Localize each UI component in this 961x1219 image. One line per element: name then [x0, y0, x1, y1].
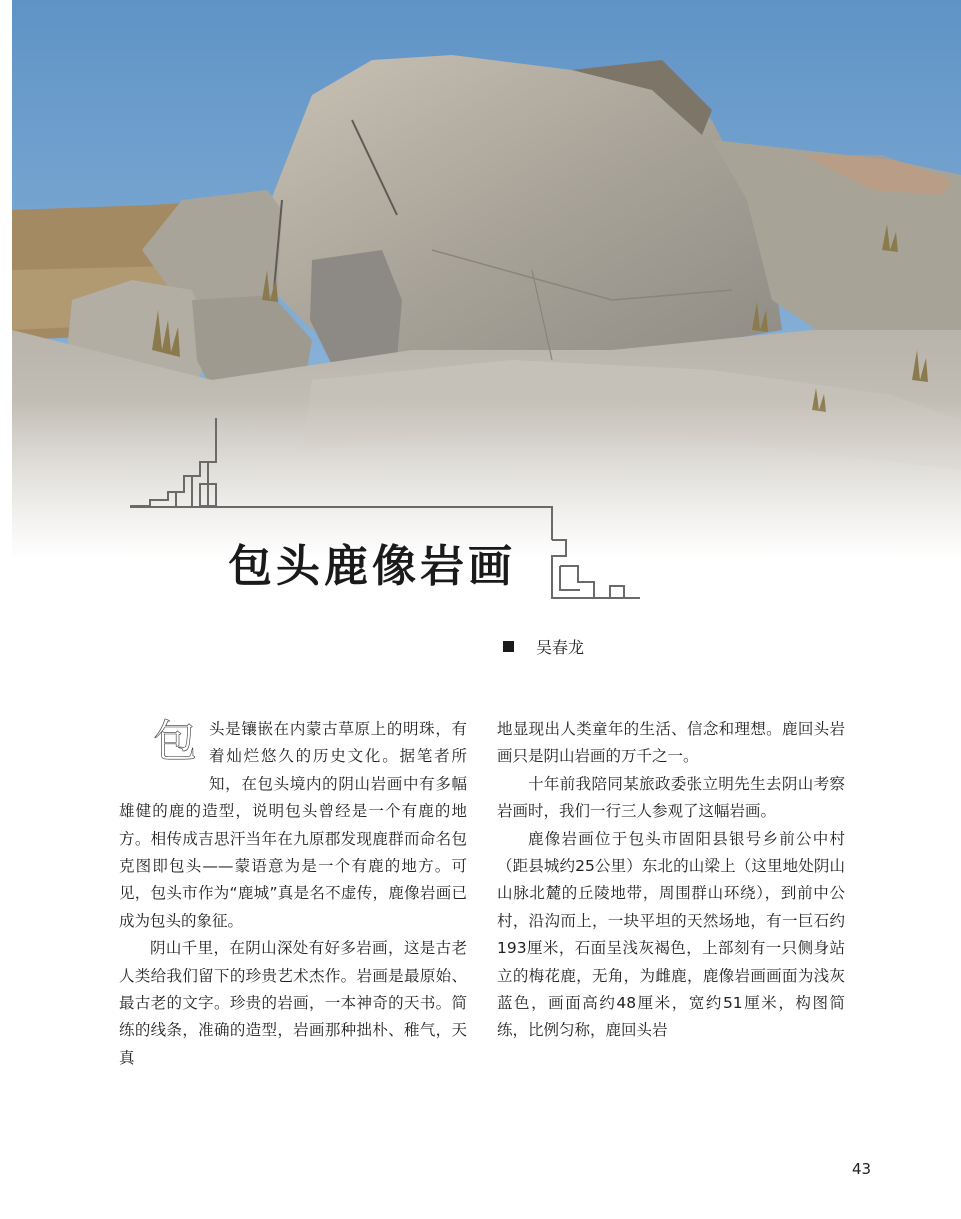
paragraph: 阴山千里，在阴山深处有好多岩画，这是古老人类给我们留下的珍贵艺术杰作。岩画是最原始、最古老的文字。珍贵的岩画，一本神奇的天书。简练的线条，准确的造型，岩画那种拙朴、稚气，天真 — [119, 939, 467, 1067]
paragraph: 十年前我陪同某旅政委张立明先生去阴山考察岩画时，我们一行三人参观了这幅岩画。 — [497, 774, 845, 821]
drop-cap: 包 — [153, 716, 197, 767]
article-column-left — [119, 716, 467, 1072]
bullet-square-icon — [503, 641, 514, 652]
paragraph: 鹿像岩画位于包头市固阳县银号乡前公中村（距县城约25公里）东北的山梁上（这里地处阴山山脉北麓的丘陵地带，周围群山环绕），到前中公村，沿沟而上，一块平坦的天然场地，有一巨石约193厘米，石面呈浅灰褐色，上部刻有一只侧身站立的梅花鹿，无角，为雌鹿，鹿像岩画画面为浅灰蓝色，画面高约48厘米，宽约51厘米，构图简练，比例匀称，鹿回头岩 — [497, 829, 845, 1040]
article-title: 包头鹿像岩画 — [228, 541, 516, 592]
author-name: 吴春龙 — [536, 638, 585, 657]
article-column-right — [497, 716, 845, 1045]
paragraph — [119, 716, 467, 935]
header-photo-rock-painting — [12, 0, 961, 560]
author-byline — [503, 635, 584, 658]
page-number: 43 — [852, 1160, 872, 1178]
paragraph: 地显现出人类童年的生活、信念和理想。鹿回头岩画只是阴山岩画的万千之一。 — [497, 720, 845, 766]
paragraph-text: 头是镶嵌在内蒙古草原上的明珠，有着灿烂悠久的历史文化。据笔者所知，在包头境内的阴山岩画中有多幅雄健的鹿的造型，说明包头曾经是一个有鹿的地方。相传成吉思汗当年在九原郡发现鹿群而命名包克图即包头——蒙语意为是一个有鹿的地方。可见，包头市作为“鹿城”真是名不虚传，鹿像岩画已成为包头的象征。 — [119, 720, 467, 930]
